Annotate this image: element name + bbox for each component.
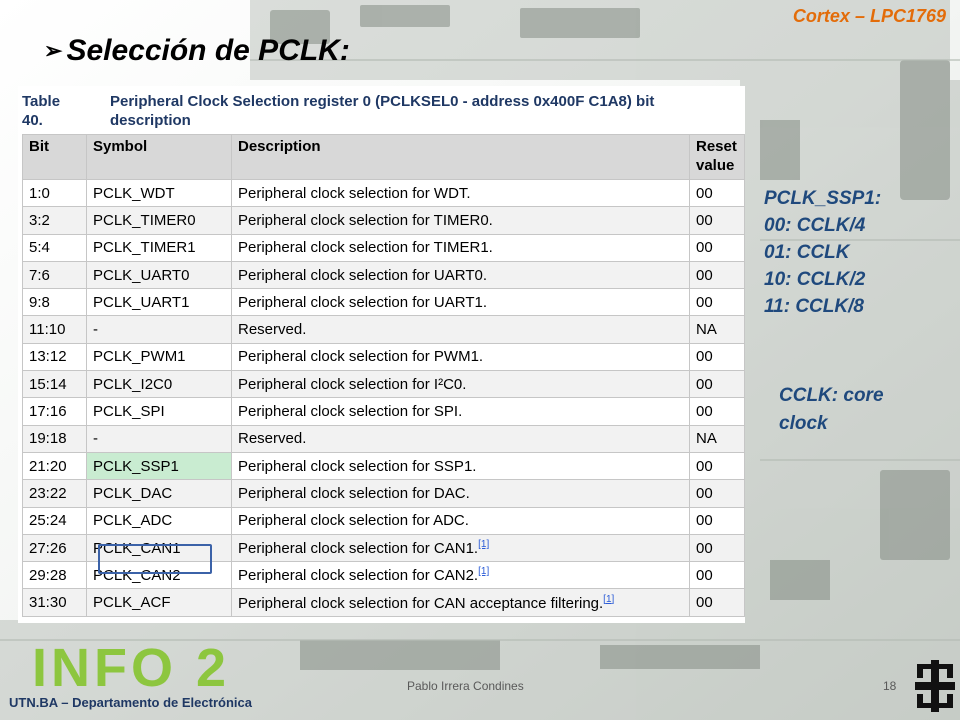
footnote-link[interactable]: [1] (478, 566, 490, 578)
cell-bit (23, 261, 87, 288)
cell-description-text: Reserved. (238, 321, 307, 339)
page-number: 18 (883, 679, 897, 693)
register-table-panel (18, 86, 745, 623)
cell-bit-text: 17:16 (29, 403, 67, 421)
cell-reset-value-text: 00 (696, 403, 713, 421)
cell-bit-text: 11:10 (29, 321, 66, 339)
cell-symbol-text: PCLK_SPI (93, 403, 165, 421)
cell-symbol-text: PCLK_CAN1 (93, 539, 181, 557)
cell-symbol-text: PCLK_TIMER0 (93, 211, 196, 229)
cell-bit (23, 371, 87, 398)
cell-description-text: Peripheral clock selection for UART0. (238, 266, 487, 284)
cell-reset-value (690, 562, 745, 589)
table-row (23, 480, 745, 507)
header-tag: Cortex – LPC1769 (792, 6, 946, 26)
cell-bit (23, 289, 87, 316)
cell-symbol (87, 289, 232, 316)
cell-symbol (87, 234, 232, 261)
cell-reset-value (690, 589, 745, 616)
cell-description (232, 534, 690, 561)
cell-bit (23, 180, 87, 207)
cell-reset-value-text: 00 (696, 239, 713, 257)
cell-description (232, 289, 690, 316)
cell-bit (23, 534, 87, 561)
cell-symbol-text: - (93, 321, 98, 339)
cell-reset-value-text: 00 (696, 484, 713, 502)
cell-description-text: Peripheral clock selection for CAN2. (238, 567, 479, 585)
cell-reset-value (690, 452, 745, 479)
cell-reset-value-text: 00 (696, 457, 713, 475)
cell-reset-value (690, 398, 745, 425)
cell-reset-value-text: 00 (696, 184, 713, 202)
cell-description (232, 480, 690, 507)
pclk-ssp1-highlight-box (98, 544, 212, 574)
cell-reset-value-text: NA (696, 430, 717, 448)
table-row (23, 289, 745, 316)
cell-description-text: Peripheral clock selection for SSP1. (238, 457, 477, 475)
note-line: 10: CCLK/2 (764, 269, 866, 290)
table-row (23, 452, 745, 479)
cell-reset-value-text: NA (696, 321, 717, 339)
cell-reset-value (690, 234, 745, 261)
cell-description-text: Peripheral clock selection for CAN acceptance filtering. (238, 594, 604, 612)
cell-description (232, 180, 690, 207)
note-line: PCLK_SSP1: (764, 188, 882, 209)
table-caption-text: Peripheral Clock Selection register 0 (PCLKSEL0 - address 0x400F C1A8) bit description (110, 93, 655, 129)
cell-bit (23, 425, 87, 452)
cell-reset-value (690, 425, 745, 452)
cclk-note-line: CCLK: core (779, 385, 884, 406)
cell-symbol (87, 480, 232, 507)
cell-description-text: Peripheral clock selection for DAC. (238, 484, 470, 502)
cell-symbol-text: PCLK_UART1 (93, 293, 190, 311)
table-row (23, 507, 745, 534)
cell-description (232, 207, 690, 234)
utn-logo-icon (915, 660, 955, 712)
cell-description-text: Peripheral clock selection for TIMER1. (238, 239, 493, 257)
cell-bit (23, 480, 87, 507)
cell-description (232, 343, 690, 370)
cell-symbol (87, 398, 232, 425)
cell-bit-text: 1:0 (29, 184, 50, 202)
cell-description-text: Peripheral clock selection for TIMER0. (238, 211, 493, 229)
cell-symbol (87, 452, 232, 479)
cell-description-text: Peripheral clock selection for ADC. (238, 512, 469, 530)
cell-reset-value-text: 00 (696, 211, 713, 229)
cell-reset-value (690, 507, 745, 534)
table-row (23, 425, 745, 452)
table-row (23, 589, 745, 616)
col-header-description: Description (232, 135, 690, 180)
pclk-ssp1-note (764, 185, 881, 320)
cell-symbol-text: PCLK_WDT (93, 184, 175, 202)
table-row (23, 207, 745, 234)
table-row (23, 398, 745, 425)
cell-reset-value-text: 00 (696, 539, 713, 557)
cclk-note-line: clock (779, 413, 828, 434)
cell-reset-value (690, 480, 745, 507)
footnote-link[interactable]: [1] (603, 593, 615, 605)
table-row (23, 261, 745, 288)
bullet-arrow-icon: ➢ (44, 38, 63, 63)
col-header-bit: Bit (23, 135, 87, 180)
table-row (23, 316, 745, 343)
cell-symbol-text: PCLK_I2C0 (93, 375, 173, 393)
cell-description (232, 398, 690, 425)
cell-reset-value-text: 00 (696, 348, 713, 366)
cell-description (232, 234, 690, 261)
cell-description (232, 562, 690, 589)
cell-description (232, 316, 690, 343)
cell-symbol-text: PCLK_CAN2 (93, 566, 181, 584)
cell-description-text: Peripheral clock selection for PWM1. (238, 348, 484, 366)
table-row (23, 234, 745, 261)
cell-reset-value (690, 343, 745, 370)
cell-symbol-text: PCLK_ADC (93, 512, 173, 530)
cell-description-text: Peripheral clock selection for CAN1. (238, 540, 479, 557)
cell-bit-text: 29:28 (29, 566, 67, 584)
cell-reset-value-text: 00 (696, 266, 713, 284)
table-header-row (23, 135, 745, 180)
slide-title-text: Selección de PCLK: (66, 34, 350, 67)
cclk-note (779, 382, 884, 438)
cell-reset-value (690, 261, 745, 288)
cell-bit-text: 15:14 (29, 375, 67, 393)
cell-reset-value-text: 00 (696, 293, 713, 311)
cell-bit (23, 343, 87, 370)
cell-bit-text: 31:30 (29, 594, 67, 612)
cell-reset-value (690, 180, 745, 207)
table-row (23, 180, 745, 207)
cell-symbol (87, 507, 232, 534)
cell-symbol-text: PCLK_PWM1 (93, 348, 186, 366)
table-row (23, 343, 745, 370)
slide-title (44, 34, 350, 68)
cell-bit-text: 3:2 (29, 211, 50, 229)
cell-description (232, 589, 690, 616)
cell-reset-value (690, 371, 745, 398)
cell-bit-text: 7:6 (29, 266, 50, 284)
cell-reset-value-text: 00 (696, 512, 713, 530)
cell-bit (23, 452, 87, 479)
cell-bit-text: 21:20 (29, 457, 67, 475)
cell-description-text: Peripheral clock selection for UART1. (238, 293, 487, 311)
cell-bit-text: 5:4 (29, 239, 50, 257)
cell-description (232, 425, 690, 452)
table-number: Table 40. (22, 93, 61, 129)
cell-symbol (87, 371, 232, 398)
cell-reset-value-text: 00 (696, 566, 713, 584)
cell-description (232, 371, 690, 398)
col-header-reset-value: Reset value (690, 135, 745, 180)
cell-description-text: Peripheral clock selection for SPI. (238, 403, 463, 421)
cell-bit (23, 234, 87, 261)
footer-author: Pablo Irrera Condines (407, 679, 524, 693)
note-line: 00: CCLK/4 (764, 215, 866, 236)
cell-symbol (87, 425, 232, 452)
cell-bit-text: 19:18 (29, 430, 67, 448)
cell-symbol-text: PCLK_DAC (93, 484, 173, 502)
cell-bit-text: 13:12 (29, 348, 67, 366)
cell-reset-value-text: 00 (696, 594, 713, 612)
cell-symbol (87, 316, 232, 343)
cell-bit (23, 507, 87, 534)
table-row (23, 371, 745, 398)
info2-logo-text: INFO 2 (32, 644, 231, 690)
cell-reset-value (690, 289, 745, 316)
cell-symbol (87, 343, 232, 370)
cell-reset-value-text: 00 (696, 375, 713, 393)
cell-description-text: Reserved. (238, 430, 307, 448)
cell-bit-text: 9:8 (29, 293, 50, 311)
cell-bit (23, 316, 87, 343)
col-header-symbol: Symbol (87, 135, 232, 180)
cell-bit (23, 207, 87, 234)
cell-bit-text: 23:22 (29, 484, 67, 502)
cell-description (232, 452, 690, 479)
footnote-link[interactable]: [1] (478, 539, 490, 550)
cell-bit (23, 589, 87, 616)
cell-description-text: Peripheral clock selection for I²C0. (238, 375, 467, 393)
cell-symbol (87, 207, 232, 234)
cell-symbol-text: - (93, 430, 98, 448)
cell-reset-value (690, 207, 745, 234)
cell-description (232, 261, 690, 288)
logo-subtitle: UTN.BA – Departamento de Electrónica (9, 695, 252, 710)
cell-description-text: Peripheral clock selection for WDT. (238, 184, 471, 202)
cell-description (232, 507, 690, 534)
cell-symbol-text: PCLK_ACF (93, 594, 171, 612)
cell-symbol-text: PCLK_TIMER1 (93, 239, 196, 257)
cell-symbol (87, 589, 232, 616)
cell-bit (23, 562, 87, 589)
cell-bit (23, 398, 87, 425)
cell-bit-text: 27:26 (29, 539, 67, 557)
cell-reset-value (690, 534, 745, 561)
cell-symbol (87, 180, 232, 207)
cell-symbol-text: PCLK_UART0 (93, 266, 190, 284)
cell-reset-value (690, 316, 745, 343)
cell-symbol (87, 261, 232, 288)
note-line: 01: CCLK (764, 242, 850, 263)
note-line: 11: CCLK/8 (764, 296, 864, 317)
cell-bit-text: 25:24 (29, 512, 67, 530)
cell-symbol-text: PCLK_SSP1 (93, 457, 179, 475)
info2-logo (32, 644, 242, 690)
